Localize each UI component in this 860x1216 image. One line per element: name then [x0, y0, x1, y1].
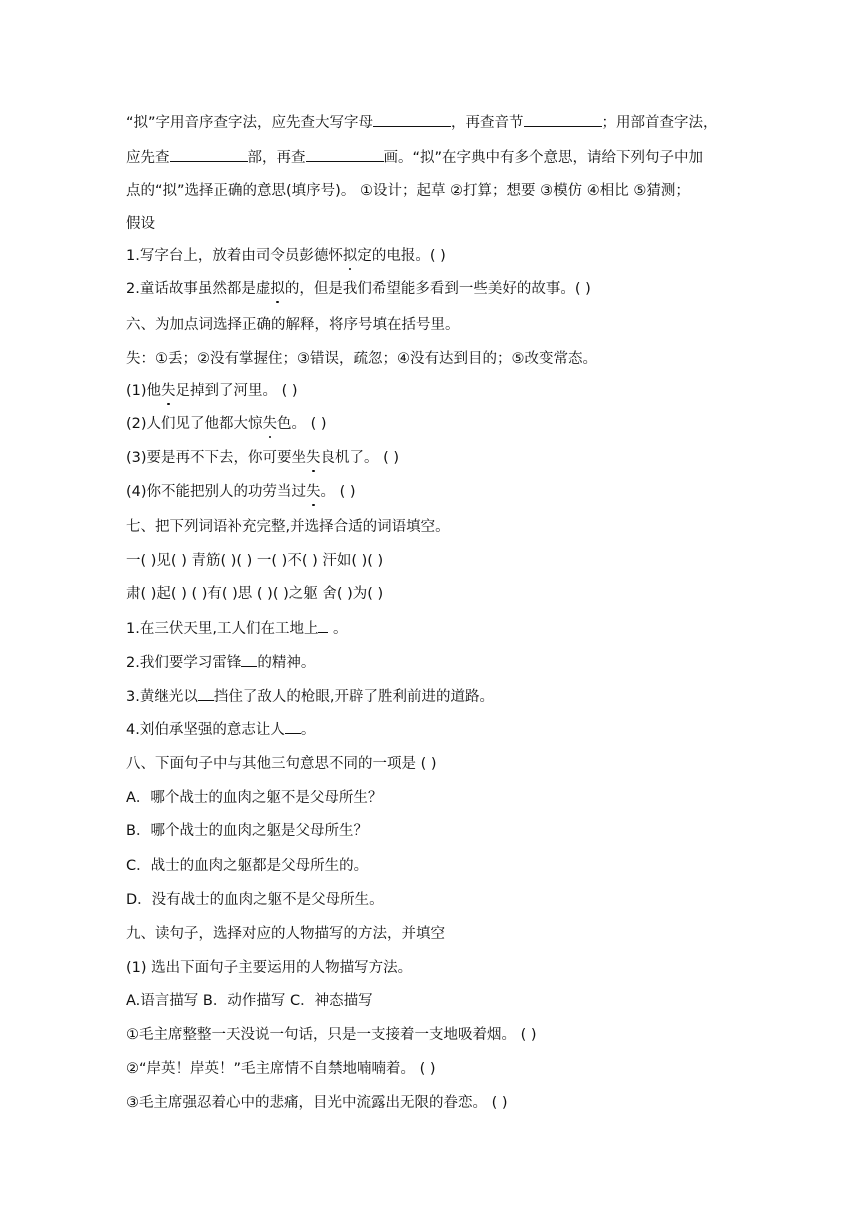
answer-blank[interactable] [306, 147, 384, 162]
q5-text: 部，再查 [247, 150, 306, 166]
sentence-text: 的，但是我们希望能多看到一些美好的故事。( ) [284, 281, 591, 297]
dotted-char: 失 [306, 484, 321, 500]
q5-text: 画。“拟”在字典中有多个意思，请给下列句子中加 [383, 150, 704, 166]
q5-line-3: 点的“拟”选择正确的意思(填序号)。 ①设计；起草 ②打算；想要 ③模仿 ④相比 ⑤猜测； [126, 183, 690, 199]
q9-sentence-2: ②“岸英！岸英！”毛主席情不自禁地喃喃着。 ( ) [126, 1061, 436, 1077]
q7-fill-4 [126, 719, 315, 740]
item-text: 。 ( ) [320, 484, 356, 500]
q9-title: 九、读句子，选择对应的人物描写的方法，并填空 [126, 926, 445, 942]
dotted-char: 失 [306, 450, 321, 466]
q5-sentence-2 [126, 279, 591, 299]
q7-title: 七、把下列词语补充完整,并选择合适的词语填空。 [126, 519, 450, 535]
q9-sentence-1: ①毛主席整整一天没说一句话，只是一支接着一支地吸着烟。 ( ) [126, 1027, 537, 1043]
q7-fill-2 [126, 652, 315, 673]
q6-item-1 [126, 381, 298, 401]
q8-option-b: B．哪个战士的血肉之躯是父母所生？ [126, 823, 368, 839]
q8-option-c: C．战士的血肉之躯都是父母所生的。 [126, 858, 369, 874]
q7-fill-3 [126, 686, 494, 707]
q7-fill-1 [126, 618, 348, 639]
q5-text: ，再查音节 [451, 115, 524, 131]
item-text: (4)你不能把别人的功劳当过 [126, 484, 307, 500]
q8-option-a: A．哪个战士的血肉之躯不是父母所生？ [126, 790, 383, 806]
item-text: (3)要是再不下去，你可要坐 [126, 450, 307, 466]
q6-item-2 [126, 414, 327, 434]
q6-definitions: 失：①丢；②没有掌握住；③错误，疏忽；④没有达到目的；⑤改变常态。 [126, 351, 597, 367]
q5-text: “拟”字用音序查字法，应先查大写字母 [126, 115, 374, 131]
dotted-char: 拟 [342, 248, 358, 264]
dotted-char: 拟 [270, 281, 285, 297]
fill-text: 1.在三伏天里,工人们在工地上 [126, 621, 319, 637]
q8-title: 八、下面句子中与其他三句意思不同的一项是 ( ) [126, 756, 437, 772]
answer-blank[interactable] [170, 147, 248, 162]
sentence-text: 1.写字台上，放着由司令员彭德怀 [126, 248, 343, 264]
answer-blank[interactable] [198, 686, 214, 701]
answer-blank[interactable] [524, 112, 602, 127]
dotted-char: 失 [161, 383, 176, 399]
dotted-char: 失 [262, 416, 278, 432]
fill-text: 的精神。 [257, 655, 316, 671]
item-text: 色。 ( ) [277, 416, 327, 432]
q5-sentence-1 [126, 246, 446, 266]
q8-option-d: D．没有战士的血肉之躯不是父母所生。 [126, 892, 384, 908]
fill-text: 。 [328, 621, 348, 637]
q5-text: 应先查 [126, 150, 170, 166]
q6-item-4 [126, 482, 356, 502]
fill-text: 。 [300, 722, 316, 738]
item-text: 足掉到了河里。 ( ) [175, 383, 298, 399]
fill-text: 挡住了敌人的枪眼,开辟了胜利前进的道路。 [213, 689, 494, 705]
q9-options: A.语言描写 B．动作描写 C．神态描写 [126, 993, 373, 1009]
q6-item-3 [126, 448, 399, 468]
item-text: (2)人们见了他都大惊 [126, 416, 263, 432]
answer-blank[interactable] [285, 719, 301, 734]
fill-text: 4.刘伯承坚强的意志让人 [126, 722, 285, 738]
q6-title: 六、为加点词选择正确的解释，将序号填在括号里。 [126, 317, 460, 333]
q9-subquestion: (1) 选出下面句子主要运用的人物描写方法。 [126, 960, 413, 976]
item-text: (1)他 [126, 383, 162, 399]
q5-line-1 [126, 112, 718, 133]
fill-text: 3.黄继光以 [126, 689, 198, 705]
q5-line-2 [126, 147, 703, 168]
q9-sentence-3: ③毛主席强忍着心中的悲痛，目光中流露出无限的眷恋。 ( ) [126, 1095, 508, 1111]
fill-text: 2.我们要学习雷锋 [126, 655, 242, 671]
answer-blank[interactable] [241, 652, 257, 667]
q7-words-1: 一( )见( ) 青筋( )( ) 一( )不( ) 汗如( )( ) [126, 553, 384, 569]
q5-line-4: 假设 [126, 216, 155, 232]
q5-text: ；用部首查字法， [601, 115, 718, 131]
sentence-text: 2.童话故事虽然都是虚 [126, 281, 271, 297]
item-text: 良机了。 ( ) [320, 450, 400, 466]
answer-blank[interactable] [318, 618, 328, 633]
q7-words-2: 肃( )起( ) ( )有( )思 ( )( )之躯 舍( )为( ) [126, 586, 384, 602]
answer-blank[interactable] [373, 112, 451, 127]
sentence-text: 定的电报。( ) [357, 248, 446, 264]
